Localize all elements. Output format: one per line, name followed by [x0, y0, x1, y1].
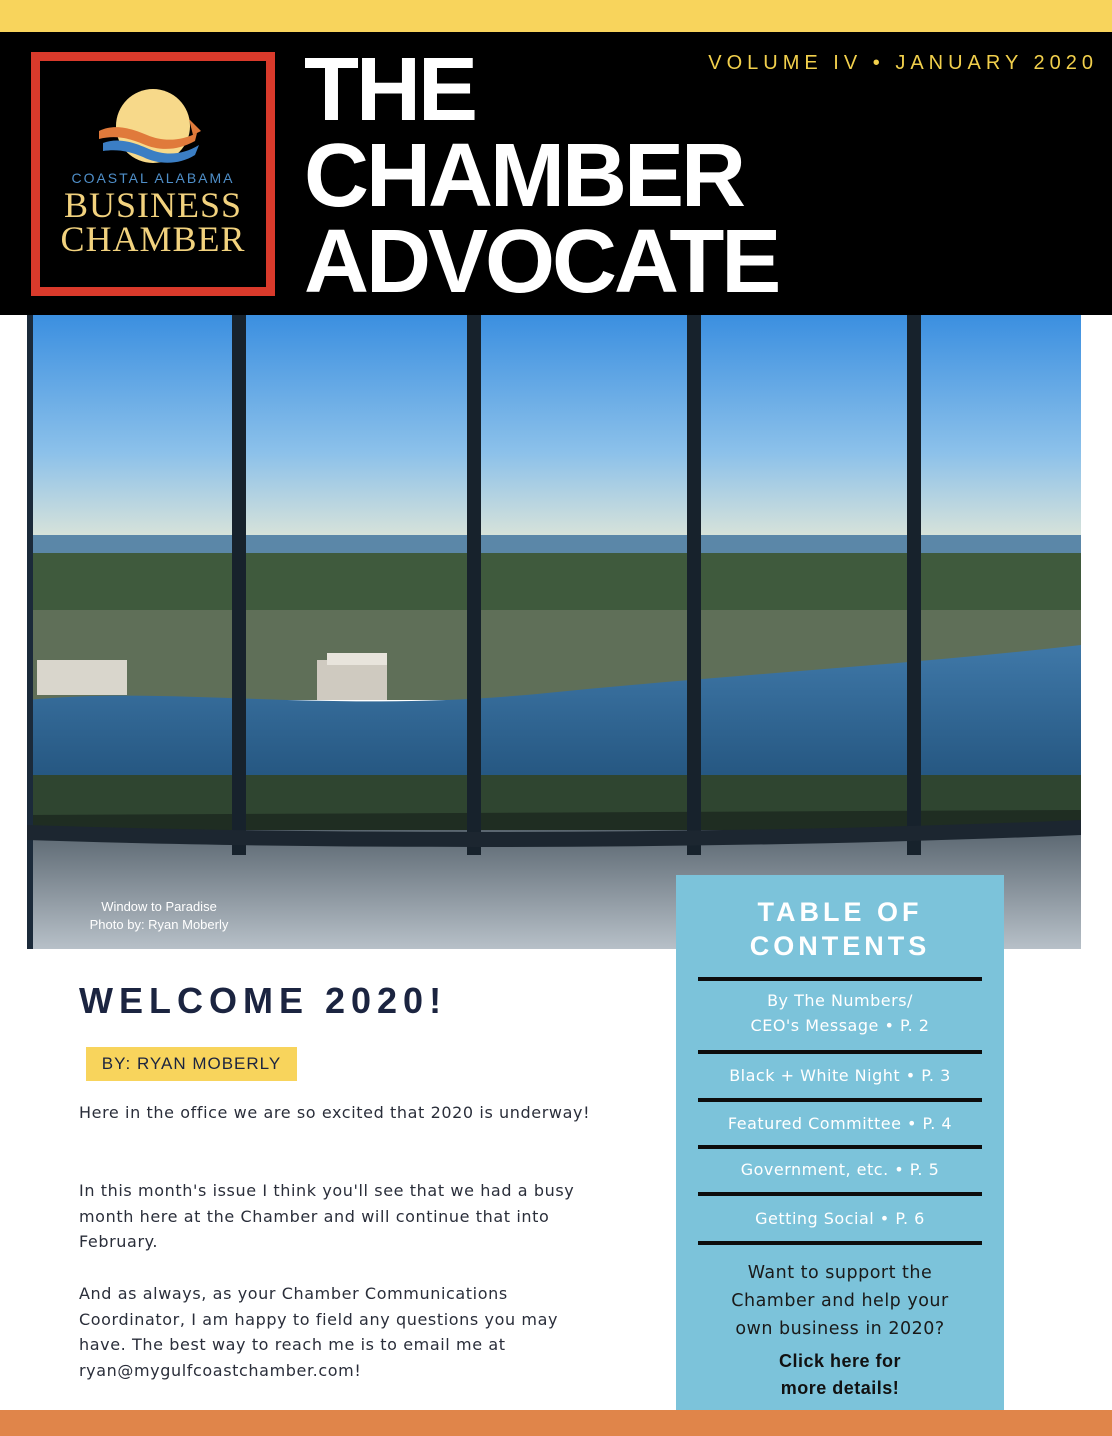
article-title: WELCOME 2020! [79, 980, 448, 1021]
photo-caption [59, 898, 259, 934]
masthead [0, 32, 1112, 315]
support-line: Want to support the [747, 1263, 933, 1283]
article-paragraph-1: Here in the office we are so excited that 2020 is underway! [79, 1103, 591, 1122]
waterfront-window-photo [27, 315, 1081, 949]
more-details-line: more details! [780, 1378, 900, 1398]
more-details-line: Click here for [778, 1351, 902, 1371]
toc-item-line: Featured Committee • P. 4 [727, 1114, 953, 1133]
toc-item-line: Getting Social • P. 6 [755, 1209, 925, 1228]
photo-caption-title: Window to Paradise [101, 899, 217, 914]
toc-divider [698, 1098, 982, 1102]
support-line: Chamber and help your [731, 1291, 949, 1311]
toc-item-government[interactable] [676, 1157, 1004, 1182]
toc-item-line: Government, etc. • P. 5 [740, 1160, 940, 1179]
article-paragraph-2: In this month's issue I think you'll see that we had a busy month here at the Chamber and will continue that into February. [79, 1181, 575, 1251]
toc-heading-line-1: TABLE OF [757, 897, 923, 927]
chamber-logo[interactable] [31, 52, 275, 296]
photo-caption-credit: Photo by: Ryan Moberly [89, 917, 229, 932]
sun-wave-logo-icon [85, 71, 221, 171]
toc-divider [698, 1145, 982, 1149]
article-paragraph-3: And as always, as your Chamber Communications Coordinator, I am happy to field any questions you may have. The best way to reach me is to email me at ryan@mygulfcoastchamber.com! [79, 1284, 559, 1380]
volume-date: VOLUME IV • JANUARY 2020 [708, 52, 1098, 74]
toc-heading [676, 895, 1004, 963]
logo-chamber: CHAMBER [60, 219, 246, 259]
cover-photo [27, 315, 1081, 949]
bottom-accent-stripe [0, 1410, 1112, 1436]
toc-divider [698, 1241, 982, 1245]
toc-item-line: By The Numbers/ [767, 991, 913, 1010]
toc-item-black-white-night[interactable] [676, 1063, 1004, 1088]
masthead-title-line-2: CHAMBER [304, 126, 743, 226]
toc-item-line: CEO's Message • P. 2 [750, 1016, 930, 1035]
toc-divider [698, 1050, 982, 1054]
toc-divider [698, 1192, 982, 1196]
masthead-title-line-1: THE [304, 40, 475, 140]
support-message [676, 1259, 1004, 1343]
logo-business: BUSINESS [63, 185, 243, 225]
toc-item-featured-committee[interactable] [676, 1111, 1004, 1136]
table-of-contents [676, 875, 1004, 1410]
toc-item-line: Black + White Night • P. 3 [729, 1066, 951, 1085]
more-details-link[interactable] [676, 1348, 1004, 1402]
toc-item-getting-social[interactable] [676, 1206, 1004, 1231]
toc-heading-line-2: CONTENTS [749, 931, 931, 961]
toc-item-by-the-numbers[interactable] [676, 988, 1004, 1038]
masthead-title-line-3: ADVOCATE [304, 212, 779, 312]
toc-divider [698, 977, 982, 981]
logo-coastal-alabama: COASTAL ALABAMA [71, 170, 235, 186]
support-line: own business in 2020? [735, 1319, 945, 1339]
top-accent-stripe [0, 0, 1112, 32]
article-byline: BY: RYAN MOBERLY [86, 1047, 297, 1081]
